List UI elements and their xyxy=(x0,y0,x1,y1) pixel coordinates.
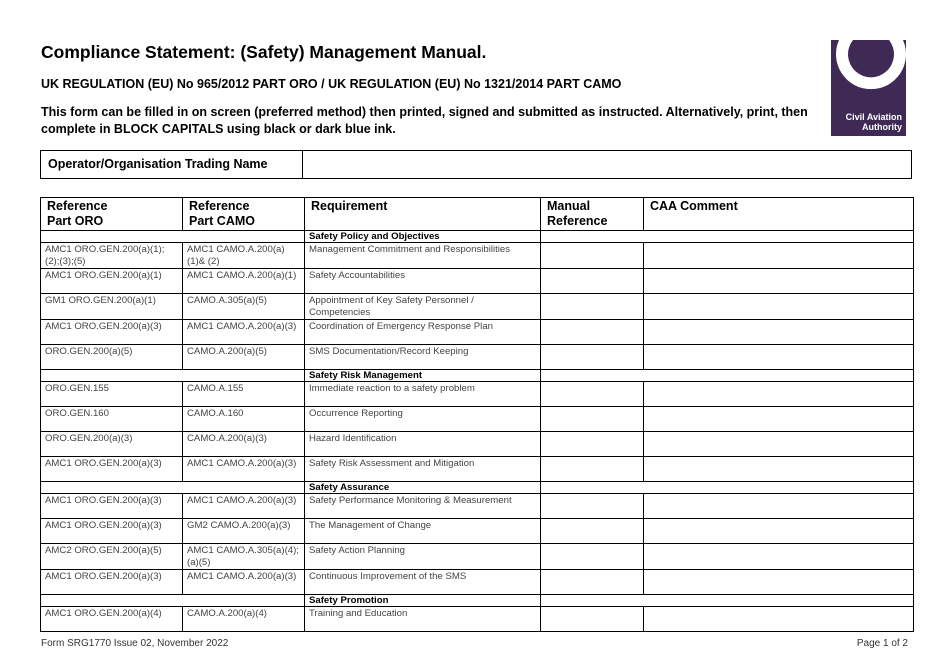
table-row xyxy=(41,345,914,370)
table-row xyxy=(41,432,914,457)
section-row xyxy=(41,482,914,494)
manual-reference-input[interactable] xyxy=(541,519,644,544)
operator-name-input[interactable] xyxy=(303,151,911,178)
logo-text-line2: Authority xyxy=(862,122,902,132)
ref-oro-cell: AMC2 ORO.GEN.200(a)(5) xyxy=(41,544,183,570)
ref-camo-cell: AMC1 CAMO.A.200(a)(3) xyxy=(183,570,305,595)
caa-comment-input[interactable] xyxy=(644,432,914,457)
caa-comment-input[interactable] xyxy=(644,243,914,269)
ref-camo-cell: AMC1 CAMO.A.305(a)(4);(a)(5) xyxy=(183,544,305,570)
ref-oro-cell: AMC1 ORO.GEN.200(a)(3) xyxy=(41,570,183,595)
caa-comment-input[interactable] xyxy=(644,519,914,544)
table-row xyxy=(41,407,914,432)
header-ref-camo: Reference Part CAMO xyxy=(183,198,305,231)
requirement-cell: Occurrence Reporting xyxy=(305,407,541,432)
section-title: Safety Assurance xyxy=(305,482,541,494)
table-row xyxy=(41,382,914,407)
logo-text-line1: Civil Aviation xyxy=(845,112,902,122)
ref-camo-cell: CAMO.A.305(a)(5) xyxy=(183,294,305,320)
requirement-cell: Management Commitment and Responsibilities xyxy=(305,243,541,269)
table-row xyxy=(41,494,914,519)
section-row xyxy=(41,370,914,382)
table-row xyxy=(41,294,914,320)
requirement-cell: Safety Performance Monitoring & Measurement xyxy=(305,494,541,519)
manual-reference-input[interactable] xyxy=(541,269,644,294)
page-title: Compliance Statement: (Safety) Management Manual. xyxy=(41,42,487,62)
ref-camo-cell: AMC1 CAMO.A.200(a)(1) xyxy=(183,269,305,294)
table-row xyxy=(41,243,914,269)
requirement-cell: Continuous Improvement of the SMS xyxy=(305,570,541,595)
ref-oro-cell: AMC1 ORO.GEN.200(a)(1) xyxy=(41,269,183,294)
section-row xyxy=(41,231,914,243)
ref-camo-cell: GM2 CAMO.A.200(a)(3) xyxy=(183,519,305,544)
ref-camo-cell: CAMO.A.200(a)(3) xyxy=(183,432,305,457)
caa-logo xyxy=(831,40,906,136)
table-row xyxy=(41,544,914,570)
requirement-cell: Training and Education xyxy=(305,607,541,632)
caa-comment-input[interactable] xyxy=(644,320,914,345)
section-title: Safety Risk Management xyxy=(305,370,541,382)
section-title: Safety Promotion xyxy=(305,595,541,607)
caa-comment-input[interactable] xyxy=(644,407,914,432)
manual-reference-input[interactable] xyxy=(541,544,644,570)
requirement-cell: Safety Risk Assessment and Mitigation xyxy=(305,457,541,482)
operator-name-label: Operator/Organisation Trading Name xyxy=(41,151,303,178)
ref-camo-cell: AMC1 CAMO.A.200(a)(3) xyxy=(183,494,305,519)
requirement-cell: The Management of Change xyxy=(305,519,541,544)
requirement-cell: Hazard Identification xyxy=(305,432,541,457)
requirement-cell: Appointment of Key Safety Personnel / Competencies xyxy=(305,294,541,320)
manual-reference-input[interactable] xyxy=(541,243,644,269)
manual-reference-input[interactable] xyxy=(541,345,644,370)
manual-reference-input[interactable] xyxy=(541,457,644,482)
header-manual-reference: Manual Reference xyxy=(541,198,644,231)
table-row xyxy=(41,457,914,482)
ref-oro-cell: GM1 ORO.GEN.200(a)(1) xyxy=(41,294,183,320)
manual-reference-input[interactable] xyxy=(541,320,644,345)
table-row xyxy=(41,519,914,544)
requirement-cell: Safety Action Planning xyxy=(305,544,541,570)
header-requirement: Requirement xyxy=(305,198,541,231)
ref-oro-cell: ORO.GEN.160 xyxy=(41,407,183,432)
table-row xyxy=(41,607,914,632)
ref-oro-cell: AMC1 ORO.GEN.200(a)(3) xyxy=(41,457,183,482)
page-number: Page 1 of 2 xyxy=(856,638,908,649)
ref-camo-cell: CAMO.A.200(a)(4) xyxy=(183,607,305,632)
requirement-cell: Safety Accountabilities xyxy=(305,269,541,294)
table-row xyxy=(41,320,914,345)
requirement-cell: Coordination of Emergency Response Plan xyxy=(305,320,541,345)
ref-oro-cell: AMC1 ORO.GEN.200(a)(3) xyxy=(41,494,183,519)
caa-comment-input[interactable] xyxy=(644,294,914,320)
caa-comment-input[interactable] xyxy=(644,607,914,632)
ref-oro-cell: AMC1 ORO.GEN.200(a)(3) xyxy=(41,320,183,345)
manual-reference-input[interactable] xyxy=(541,607,644,632)
requirement-cell: SMS Documentation/Record Keeping xyxy=(305,345,541,370)
caa-comment-input[interactable] xyxy=(644,345,914,370)
manual-reference-input[interactable] xyxy=(541,432,644,457)
manual-reference-input[interactable] xyxy=(541,570,644,595)
ref-oro-cell: AMC1 ORO.GEN.200(a)(4) xyxy=(41,607,183,632)
section-row xyxy=(41,595,914,607)
manual-reference-input[interactable] xyxy=(541,294,644,320)
caa-comment-input[interactable] xyxy=(644,544,914,570)
caa-comment-input[interactable] xyxy=(644,570,914,595)
manual-reference-input[interactable] xyxy=(541,382,644,407)
form-instructions: This form can be filled in on screen (preferred method) then printed, signed and submitted as instructed. Alternatively, print, then complete in BLOCK CAPITALS using black or dark blue ink. xyxy=(41,105,808,136)
ref-camo-cell: CAMO.A.155 xyxy=(183,382,305,407)
ref-oro-cell: ORO.GEN.155 xyxy=(41,382,183,407)
ref-camo-cell: CAMO.A.200(a)(5) xyxy=(183,345,305,370)
header-caa-comment: CAA Comment xyxy=(644,198,914,231)
form-id: Form SRG1770 Issue 02, November 2022 xyxy=(41,638,229,649)
table-row xyxy=(41,269,914,294)
manual-reference-input[interactable] xyxy=(541,494,644,519)
manual-reference-input[interactable] xyxy=(541,407,644,432)
ref-camo-cell: AMC1 CAMO.A.200(a)(3) xyxy=(183,320,305,345)
table-row xyxy=(41,570,914,595)
operator-name-row xyxy=(40,150,912,179)
table-header-row xyxy=(41,198,914,231)
caa-comment-input[interactable] xyxy=(644,457,914,482)
header-ref-oro: Reference Part ORO xyxy=(41,198,183,231)
requirement-cell: Immediate reaction to a safety problem xyxy=(305,382,541,407)
ref-oro-cell: AMC1 ORO.GEN.200(a)(3) xyxy=(41,519,183,544)
ref-oro-cell: ORO.GEN.200(a)(5) xyxy=(41,345,183,370)
ref-camo-cell: AMC1 CAMO.A.200(a)(3) xyxy=(183,457,305,482)
caa-comment-input[interactable] xyxy=(644,494,914,519)
ref-camo-cell: AMC1 CAMO.A.200(a)(1)& (2) xyxy=(183,243,305,269)
ref-oro-cell: AMC1 ORO.GEN.200(a)(1);(2);(3);(5) xyxy=(41,243,183,269)
ref-oro-cell: ORO.GEN.200(a)(3) xyxy=(41,432,183,457)
compliance-table xyxy=(40,197,914,632)
caa-comment-input[interactable] xyxy=(644,269,914,294)
caa-comment-input[interactable] xyxy=(644,382,914,407)
regulation-subtitle: UK REGULATION (EU) No 965/2012 PART ORO / UK REGULATION (EU) No 1321/2014 PART CAMO xyxy=(41,77,622,91)
ref-camo-cell: CAMO.A.160 xyxy=(183,407,305,432)
section-title: Safety Policy and Objectives xyxy=(305,231,541,243)
